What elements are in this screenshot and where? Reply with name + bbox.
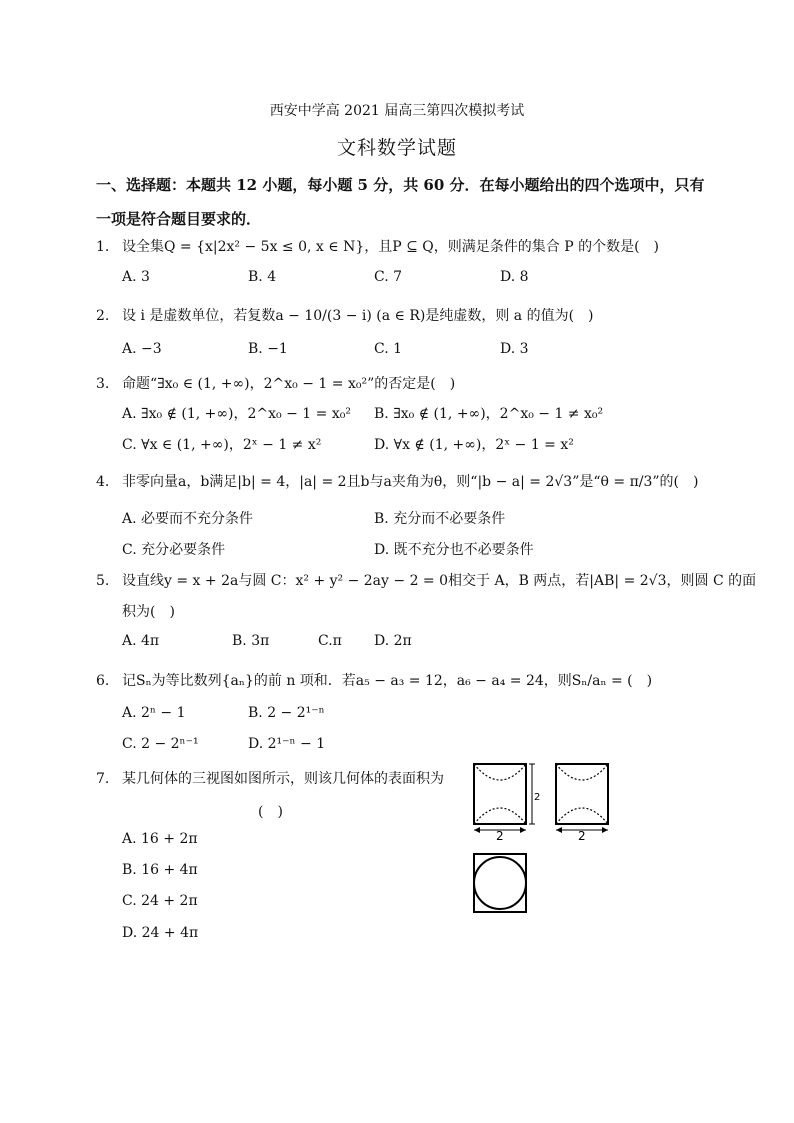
front-dim-label: 2 bbox=[496, 829, 504, 843]
option-a: A. 16 + 2π bbox=[122, 831, 198, 847]
option-d: D. 3 bbox=[500, 341, 529, 357]
option-a: A. −3 bbox=[122, 341, 162, 357]
option-a: A. 必要而不充分条件 bbox=[122, 511, 254, 527]
question-text: 某几何体的三视图如图所示，则该几何体的表面积为 bbox=[122, 771, 444, 787]
question-1 bbox=[96, 236, 659, 256]
question-number: 2. bbox=[96, 308, 110, 324]
answer-bracket: ( ) bbox=[258, 804, 283, 820]
option-c: C. 2 − 2ⁿ⁻¹ bbox=[122, 736, 199, 752]
question-number: 1. bbox=[96, 239, 110, 255]
option-a: A. 2ⁿ − 1 bbox=[122, 705, 186, 721]
question-text: 命题“∃x₀ ∈ (1, +∞)，2^x₀ − 1 = x₀²”的否定是( ) bbox=[122, 376, 456, 392]
option-c: C.π bbox=[318, 633, 342, 649]
question-text-continued: 积为( ) bbox=[122, 604, 175, 620]
top-view bbox=[474, 854, 526, 912]
question-3 bbox=[96, 373, 455, 393]
option-b: B. ∃x₀ ∉ (1, +∞)，2^x₀ − 1 ≠ x₀² bbox=[374, 406, 604, 422]
question-number: 5. bbox=[96, 573, 110, 589]
option-b: B. 16 + 4π bbox=[122, 862, 198, 878]
question-7 bbox=[96, 768, 444, 788]
question-text: 设全集Q = {x|2x² − 5x ≤ 0, x ∈ N}，且P ⊆ Q，则满足条件的集合 P 的个数是( ) bbox=[122, 239, 660, 255]
option-c: C. 充分必要条件 bbox=[122, 542, 226, 558]
section-heading: 一、选择题：本题共 12 小题，每小题 5 分，共 60 分．在每小题给出的四个选项中，只有一项是符合题目要求的． bbox=[96, 176, 705, 228]
front-view bbox=[474, 764, 540, 843]
option-a: A. 3 bbox=[122, 269, 150, 285]
option-c: C. 1 bbox=[374, 341, 403, 357]
option-d: D. ∀x ∉ (1, +∞)，2ˣ − 1 = x² bbox=[374, 437, 574, 453]
side-view bbox=[556, 764, 608, 843]
exam-title: 西安中学高 2021 届高三第四次模拟考试 bbox=[269, 103, 525, 119]
question-text: 非零向量a，b满足|b| = 4，|a| = 2且b与a夹角为θ，则“|b − a| = 2√3”是“θ = π/3”的( ) bbox=[122, 474, 699, 490]
question-number: 3. bbox=[96, 376, 110, 392]
height-dim-label: 2 bbox=[534, 792, 541, 803]
option-b: B. −1 bbox=[248, 341, 288, 357]
side-dim-label: 2 bbox=[578, 829, 586, 843]
question-text: 记Sₙ为等比数列{aₙ}的前 n 项和．若a₅ − a₃ = 12，a₆ − a₄ = 24，则Sₙ/aₙ = ( ) bbox=[122, 673, 653, 689]
question-4 bbox=[96, 471, 698, 491]
question-5 bbox=[96, 570, 756, 590]
question-2 bbox=[96, 305, 594, 325]
question-number: 7. bbox=[96, 771, 110, 787]
option-c: C. 7 bbox=[374, 269, 403, 285]
option-d: D. 2¹⁻ⁿ − 1 bbox=[248, 736, 326, 752]
option-d: D. 24 + 4π bbox=[122, 925, 199, 941]
option-c: C. ∀x ∈ (1, +∞)，2ˣ − 1 ≠ x² bbox=[122, 437, 322, 453]
question-6 bbox=[96, 670, 652, 690]
question-number: 6. bbox=[96, 673, 110, 689]
option-a: A. ∃x₀ ∉ (1, +∞)，2^x₀ − 1 = x₀² bbox=[122, 406, 351, 422]
three-view-figure bbox=[466, 758, 616, 918]
option-d: D. 2π bbox=[374, 633, 412, 649]
option-b: B. 2 − 2¹⁻ⁿ bbox=[248, 705, 325, 721]
option-b: B. 4 bbox=[248, 269, 277, 285]
option-d: D. 8 bbox=[500, 269, 529, 285]
option-a: A. 4π bbox=[122, 633, 160, 649]
option-c: C. 24 + 2π bbox=[122, 893, 198, 909]
option-d: D. 既不充分也不必要条件 bbox=[374, 542, 534, 558]
option-b: B. 充分而不必要条件 bbox=[374, 511, 506, 527]
question-number: 4. bbox=[96, 474, 110, 490]
option-b: B. 3π bbox=[232, 633, 270, 649]
question-text: 设 i 是虚数单位，若复数a − 10/(3 − i) (a ∈ R)是纯虚数，则 a 的值为( ) bbox=[122, 308, 594, 324]
question-text: 设直线y = x + 2a与圆 C：x² + y² − 2ay − 2 = 0相交于 A，B 两点，若|AB| = 2√3，则圆 C 的面 bbox=[122, 573, 757, 589]
exam-subtitle: 文科数学试题 bbox=[336, 137, 457, 159]
